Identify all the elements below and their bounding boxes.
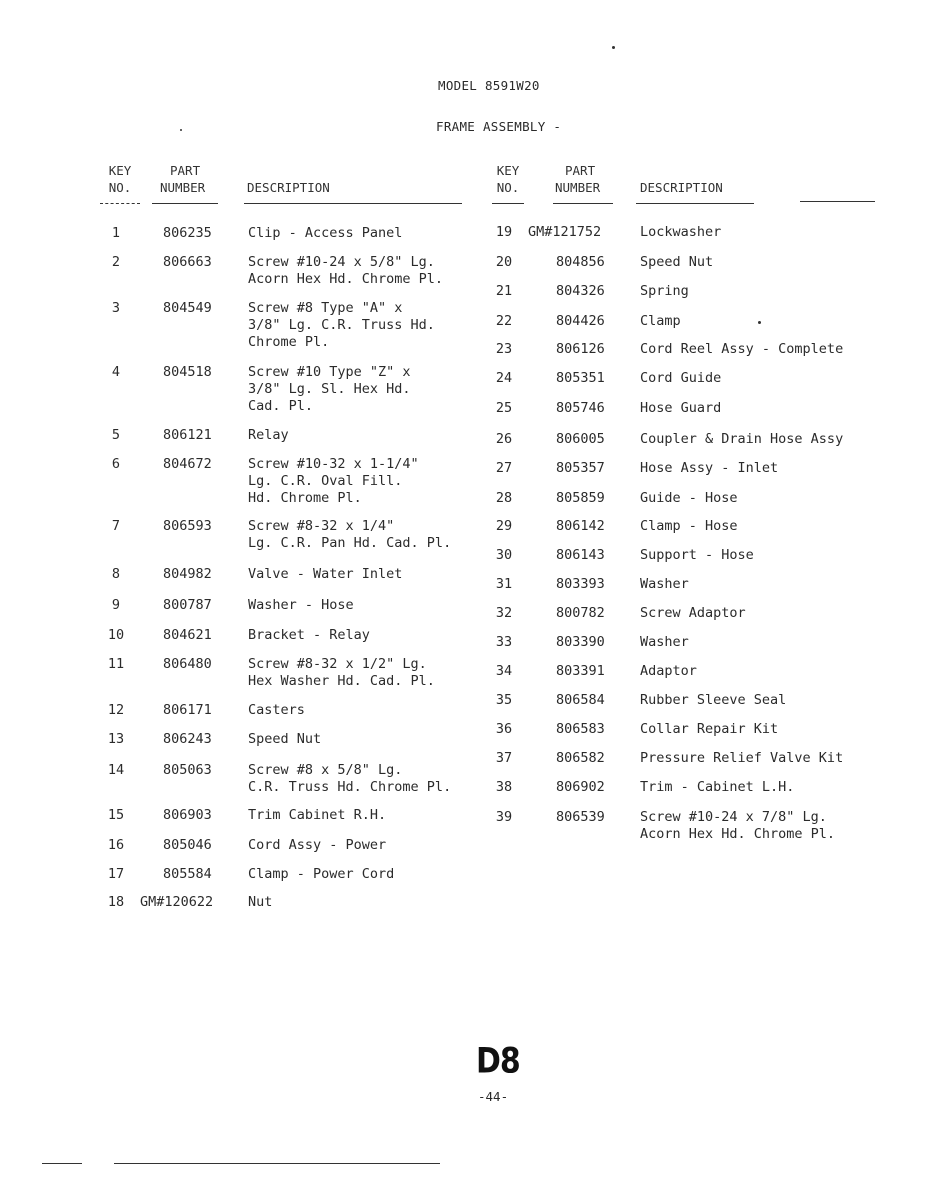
part-number: 805584 bbox=[163, 866, 212, 882]
part-number: 803390 bbox=[556, 634, 605, 650]
part-description: Lg. C.R. Oval Fill. bbox=[248, 473, 403, 489]
part-number: 804426 bbox=[556, 313, 605, 329]
part-description: Trim Cabinet R.H. bbox=[248, 807, 387, 823]
key-number: 27 bbox=[495, 460, 513, 476]
part-description: Clamp bbox=[640, 313, 681, 329]
key-number: 3 bbox=[111, 300, 121, 316]
part-number: 805357 bbox=[556, 460, 605, 476]
part-description: Acorn Hex Hd. Chrome Pl. bbox=[640, 826, 836, 842]
part-description: Screw Adaptor bbox=[640, 605, 746, 621]
part-description: Cad. Pl. bbox=[248, 398, 314, 414]
right-key-header bbox=[492, 162, 524, 196]
right-part-header-line1: PART bbox=[565, 163, 596, 178]
part-description: Screw #10-24 x 7/8" Lg. bbox=[640, 809, 827, 825]
part-description: 3/8" Lg. Sl. Hex Hd. bbox=[248, 381, 411, 397]
part-number: 806005 bbox=[556, 431, 605, 447]
part-description: Hex Washer Hd. Cad. Pl. bbox=[248, 673, 435, 689]
key-number: 30 bbox=[495, 547, 513, 563]
part-number: 806126 bbox=[556, 341, 605, 357]
header-rule bbox=[100, 203, 140, 204]
key-number: 25 bbox=[495, 400, 513, 416]
header-rule bbox=[152, 203, 218, 204]
key-number: 9 bbox=[111, 597, 121, 613]
left-key-header-line2: NO. bbox=[108, 180, 132, 195]
scan-speck bbox=[180, 129, 182, 131]
part-description: Screw #10 Type "Z" x bbox=[248, 364, 411, 380]
key-number: 32 bbox=[495, 605, 513, 621]
bottom-rule bbox=[42, 1163, 82, 1164]
part-description: Screw #8 Type "A" x bbox=[248, 300, 403, 316]
key-number: 31 bbox=[495, 576, 513, 592]
part-number: 806593 bbox=[163, 518, 212, 534]
key-number: 37 bbox=[495, 750, 513, 766]
key-number: 28 bbox=[495, 490, 513, 506]
key-number: 23 bbox=[495, 341, 513, 357]
part-description: Lg. C.R. Pan Hd. Cad. Pl. bbox=[248, 535, 452, 551]
section-code: D8 bbox=[476, 1041, 520, 1082]
header-rule bbox=[492, 203, 524, 204]
part-number: 806171 bbox=[163, 702, 212, 718]
part-number: 806243 bbox=[163, 731, 212, 747]
part-description: Clamp - Power Cord bbox=[248, 866, 395, 882]
left-key-header bbox=[100, 162, 140, 196]
part-description: Screw #10-32 x 1-1/4" bbox=[248, 456, 419, 472]
part-number: 806902 bbox=[556, 779, 605, 795]
part-description: Clip - Access Panel bbox=[248, 225, 403, 241]
part-number: GM#120622 bbox=[140, 894, 214, 910]
part-description: Pressure Relief Valve Kit bbox=[640, 750, 844, 766]
key-number: 24 bbox=[495, 370, 513, 386]
part-description: Relay bbox=[248, 427, 289, 443]
header-rule bbox=[244, 203, 462, 204]
part-number: 805859 bbox=[556, 490, 605, 506]
part-description: Acorn Hex Hd. Chrome Pl. bbox=[248, 271, 444, 287]
part-number: 806143 bbox=[556, 547, 605, 563]
bottom-rule bbox=[114, 1163, 440, 1164]
part-description: Bracket - Relay bbox=[248, 627, 370, 643]
part-number: 806480 bbox=[163, 656, 212, 672]
part-description: Collar Repair Kit bbox=[640, 721, 779, 737]
key-number: 7 bbox=[111, 518, 121, 534]
part-number: 804982 bbox=[163, 566, 212, 582]
right-description-header: DESCRIPTION bbox=[640, 180, 723, 195]
part-number: 806584 bbox=[556, 692, 605, 708]
left-part-header bbox=[160, 162, 205, 196]
part-number: 804856 bbox=[556, 254, 605, 270]
part-description: Coupler & Drain Hose Assy bbox=[640, 431, 844, 447]
part-description: Hose Assy - Inlet bbox=[640, 460, 779, 476]
key-number: 20 bbox=[495, 254, 513, 270]
part-number: 805063 bbox=[163, 762, 212, 778]
part-number: 805746 bbox=[556, 400, 605, 416]
part-description: Casters bbox=[248, 702, 305, 718]
right-key-header-line1: KEY bbox=[496, 163, 520, 178]
key-number: 33 bbox=[495, 634, 513, 650]
left-part-header-line1: PART bbox=[170, 163, 201, 178]
part-number: 806539 bbox=[556, 809, 605, 825]
part-number: 806903 bbox=[163, 807, 212, 823]
part-number: 806142 bbox=[556, 518, 605, 534]
header-rule bbox=[800, 201, 875, 202]
part-number: 803393 bbox=[556, 576, 605, 592]
page-number: -44- bbox=[478, 1089, 509, 1104]
part-number: 804672 bbox=[163, 456, 212, 472]
left-key-header-line1: KEY bbox=[108, 163, 132, 178]
part-description: Hd. Chrome Pl. bbox=[248, 490, 362, 506]
key-number: 6 bbox=[111, 456, 121, 472]
part-number: 805046 bbox=[163, 837, 212, 853]
part-description: Chrome Pl. bbox=[248, 334, 330, 350]
part-number: GM#121752 bbox=[528, 224, 602, 240]
part-description: Spring bbox=[640, 283, 689, 299]
part-description: 3/8" Lg. C.R. Truss Hd. bbox=[248, 317, 435, 333]
part-description: Speed Nut bbox=[640, 254, 714, 270]
key-number: 26 bbox=[495, 431, 513, 447]
part-description: Support - Hose bbox=[640, 547, 754, 563]
key-number: 15 bbox=[107, 807, 125, 823]
part-number: 806582 bbox=[556, 750, 605, 766]
key-number: 18 bbox=[107, 894, 125, 910]
part-number: 806663 bbox=[163, 254, 212, 270]
part-description: Hose Guard bbox=[640, 400, 722, 416]
part-number: 800787 bbox=[163, 597, 212, 613]
key-number: 19 bbox=[495, 224, 513, 240]
key-number: 2 bbox=[111, 254, 121, 270]
part-number: 805351 bbox=[556, 370, 605, 386]
part-description: Washer bbox=[640, 576, 689, 592]
key-number: 12 bbox=[107, 702, 125, 718]
part-description: Cord Guide bbox=[640, 370, 722, 386]
part-description: Rubber Sleeve Seal bbox=[640, 692, 787, 708]
part-description: Washer bbox=[640, 634, 689, 650]
part-number: 804549 bbox=[163, 300, 212, 316]
key-number: 8 bbox=[111, 566, 121, 582]
key-number: 38 bbox=[495, 779, 513, 795]
part-number: 804326 bbox=[556, 283, 605, 299]
key-number: 35 bbox=[495, 692, 513, 708]
header-rule bbox=[636, 203, 754, 204]
part-description: Screw #8-32 x 1/2" Lg. bbox=[248, 656, 427, 672]
right-part-header-line2: NUMBER bbox=[555, 180, 601, 195]
part-number: 804518 bbox=[163, 364, 212, 380]
key-number: 14 bbox=[107, 762, 125, 778]
key-number: 39 bbox=[495, 809, 513, 825]
part-description: Speed Nut bbox=[248, 731, 322, 747]
left-description-header: DESCRIPTION bbox=[247, 180, 330, 195]
key-number: 16 bbox=[107, 837, 125, 853]
part-number: 804621 bbox=[163, 627, 212, 643]
header-rule bbox=[553, 203, 613, 204]
part-description: Valve - Water Inlet bbox=[248, 566, 403, 582]
model-title: MODEL 8591W20 bbox=[438, 78, 540, 93]
section-title: FRAME ASSEMBLY - bbox=[436, 119, 562, 134]
part-description: Clamp - Hose bbox=[640, 518, 738, 534]
key-number: 21 bbox=[495, 283, 513, 299]
key-number: 11 bbox=[107, 656, 125, 672]
part-number: 806583 bbox=[556, 721, 605, 737]
part-description: Screw #8 x 5/8" Lg. bbox=[248, 762, 403, 778]
part-number: 800782 bbox=[556, 605, 605, 621]
part-description: Washer - Hose bbox=[248, 597, 354, 613]
left-part-header-line2: NUMBER bbox=[160, 180, 206, 195]
part-number: 806235 bbox=[163, 225, 212, 241]
key-number: 10 bbox=[107, 627, 125, 643]
key-number: 36 bbox=[495, 721, 513, 737]
key-number: 5 bbox=[111, 427, 121, 443]
part-description: Screw #8-32 x 1/4" bbox=[248, 518, 395, 534]
key-number: 22 bbox=[495, 313, 513, 329]
part-description: Lockwasher bbox=[640, 224, 722, 240]
key-number: 17 bbox=[107, 866, 125, 882]
right-part-header bbox=[555, 162, 600, 196]
part-number: 803391 bbox=[556, 663, 605, 679]
key-number: 29 bbox=[495, 518, 513, 534]
part-description: Trim - Cabinet L.H. bbox=[640, 779, 795, 795]
key-number: 34 bbox=[495, 663, 513, 679]
key-number: 13 bbox=[107, 731, 125, 747]
scan-speck bbox=[758, 321, 761, 324]
part-description: Screw #10-24 x 5/8" Lg. bbox=[248, 254, 435, 270]
part-description: Cord Reel Assy - Complete bbox=[640, 341, 844, 357]
key-number: 1 bbox=[111, 225, 121, 241]
part-description: C.R. Truss Hd. Chrome Pl. bbox=[248, 779, 452, 795]
scan-speck bbox=[612, 46, 615, 49]
part-description: Guide - Hose bbox=[640, 490, 738, 506]
part-description: Cord Assy - Power bbox=[248, 837, 387, 853]
right-key-header-line2: NO. bbox=[496, 180, 520, 195]
part-description: Nut bbox=[248, 894, 273, 910]
part-number: 806121 bbox=[163, 427, 212, 443]
key-number: 4 bbox=[111, 364, 121, 380]
part-description: Adaptor bbox=[640, 663, 697, 679]
